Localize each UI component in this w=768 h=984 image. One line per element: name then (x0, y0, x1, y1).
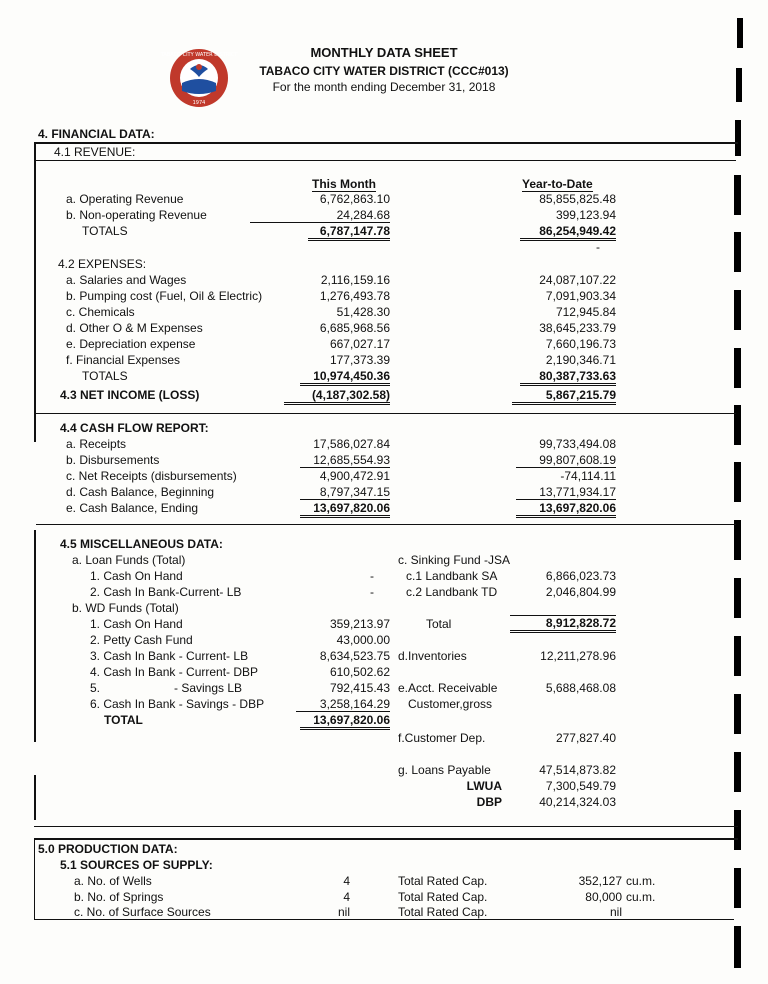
misc-value: 359,213.97 (329, 617, 390, 631)
misc-total-value: 13,697,820.06 (300, 713, 390, 730)
expense-label: b. Pumping cost (Fuel, Oil & Electric) (66, 289, 263, 303)
rated-cap-label: Total Rated Cap. (398, 890, 488, 904)
misc-value: 610,502.62 (329, 665, 390, 679)
district-name: TABACO CITY WATER DISTRICT (CCC#013) (259, 64, 509, 78)
cashflow-label: b. Disbursements (66, 453, 160, 467)
scan-mark (734, 232, 741, 272)
cashflow-heading: 4.4 CASH FLOW REPORT: (60, 421, 209, 435)
rated-cap-value: 352,127 (578, 874, 622, 888)
expense-ytd: 712,945.84 (555, 305, 616, 319)
rated-cap-unit: cu.m. (626, 890, 656, 904)
rated-cap-label: Total Rated Cap. (398, 905, 488, 919)
cashflow-label: c. Net Receipts (disbursements) (66, 469, 237, 483)
seal-text: TABACO CITY WATER DISTRICT (160, 52, 238, 58)
net-income-ytd: 5,867,215.79 (512, 388, 616, 405)
lwua-value: 7,300,549.79 (545, 779, 616, 793)
expense-label: d. Other O & M Expenses (66, 321, 203, 335)
sinking-total-value: 8,912,828.72 (510, 615, 616, 633)
source-label: b. No. of Springs (74, 890, 164, 904)
cashflow-ytd: -74,114.11 (560, 469, 616, 483)
receivable-label-sub: Customer,gross (408, 697, 493, 711)
scan-mark (734, 462, 741, 502)
expense-ytd: 7,660,196.73 (545, 337, 616, 351)
misc-label-sub: - Savings LB (174, 681, 243, 695)
reporting-period: For the month ending December 31, 2018 (272, 80, 496, 94)
sinking-total-label: Total (426, 617, 452, 631)
sinking-item-value: 2,046,804.99 (545, 585, 616, 599)
misc-label: b. WD Funds (Total) (72, 601, 179, 615)
expenses-heading: 4.2 EXPENSES: (58, 257, 147, 271)
cashflow-label: d. Cash Balance, Beginning (66, 485, 215, 499)
misc-label: 4. Cash In Bank - Current- DBP (90, 665, 259, 679)
revenue-ytd: 399,123.94 (555, 208, 616, 222)
cashflow-month: 8,797,347.15 (300, 485, 390, 500)
misc-label: 2. Cash In Bank-Current- LB (90, 585, 242, 599)
source-count: 4 (343, 874, 350, 888)
expense-month: 51,428.30 (336, 305, 390, 319)
misc-label: 1. Cash On Hand (90, 569, 183, 583)
cashflow-month: 17,586,027.84 (313, 437, 390, 451)
dbp-label: DBP (476, 795, 502, 809)
revenue-heading: 4.1 REVENUE: (54, 145, 136, 159)
expense-month: 177,373.39 (329, 353, 390, 367)
misc-label: 2. Petty Cash Fund (90, 633, 193, 647)
misc-label: a. Loan Funds (Total) (72, 553, 186, 567)
scan-mark (734, 926, 741, 968)
revenue-month: 6,762,863.10 (319, 192, 390, 206)
loans-payable-label: g. Loans Payable (398, 763, 491, 777)
cashflow-ytd: 99,807,608.19 (516, 453, 616, 468)
scan-mark (734, 636, 741, 676)
expense-total-month: 10,974,450.36 (300, 369, 390, 386)
receivable-value: 5,688,468.08 (545, 681, 616, 695)
expense-label: e. Depreciation expense (66, 337, 196, 351)
net-income-month: (4,187,302.58) (284, 388, 390, 405)
rated-cap-label: Total Rated Cap. (398, 874, 488, 888)
lwua-label: LWUA (466, 779, 502, 793)
receivable-label: e.Acct. Receivable (398, 681, 498, 695)
misc-value: 43,000.00 (336, 633, 390, 647)
scan-mark (734, 694, 741, 734)
seal-year: 1974 (192, 100, 206, 106)
misc-value: - (370, 585, 374, 599)
expense-label: c. Chemicals (66, 305, 135, 319)
source-label: c. No. of Surface Sources (74, 905, 211, 919)
misc-heading: 4.5 MISCELLANEOUS DATA: (60, 537, 223, 551)
revenue-total-month: 6,787,147.78 (308, 224, 390, 241)
scan-mark (734, 810, 741, 850)
expense-month: 1,276,493.78 (319, 289, 390, 303)
expense-ytd: 24,087,107.22 (539, 273, 616, 287)
source-label: a. No. of Wells (74, 874, 152, 888)
rated-cap-value: nil (609, 905, 622, 919)
expense-label: a. Salaries and Wages (66, 273, 187, 287)
expense-total-label: TOTALS (82, 369, 128, 383)
sinking-item-value: 6,866,023.73 (545, 569, 616, 583)
loans-payable-value: 47,514,873.82 (539, 763, 616, 777)
sinking-item-label: c.2 Landbank TD (406, 585, 498, 599)
expense-ytd: 2,190,346.71 (545, 353, 616, 367)
net-income-label: 4.3 NET INCOME (LOSS) (60, 388, 200, 402)
scan-mark (734, 175, 741, 215)
scan-mark (734, 868, 741, 908)
misc-label: 5. (90, 681, 101, 695)
expense-month: 2,116,159.16 (320, 273, 390, 287)
cashflow-ending-month: 13,697,820.06 (300, 501, 390, 518)
expense-month: 667,027.17 (329, 337, 390, 351)
misc-label: 1. Cash On Hand (90, 617, 183, 631)
cashflow-month: 12,685,554.93 (300, 453, 390, 468)
source-count: 4 (343, 890, 350, 904)
customer-dep-label: f.Customer Dep. (398, 731, 486, 745)
scan-mark (734, 520, 741, 560)
revenue-ytd: 85,855,825.48 (539, 192, 616, 206)
revenue-label: a. Operating Revenue (66, 192, 184, 206)
production-heading: 5.0 PRODUCTION DATA: (38, 842, 178, 856)
cashflow-ending-ytd: 13,697,820.06 (516, 501, 616, 518)
misc-value: 8,634,523.75 (319, 649, 390, 663)
sheet-title: MONTHLY DATA SHEET (310, 45, 458, 60)
inventories-value: 12,211,278.96 (540, 649, 616, 663)
cashflow-label: e. Cash Balance, Ending (66, 501, 199, 515)
cashflow-month: 4,900,472.91 (319, 469, 390, 483)
cashflow-ytd: 99,733,494.08 (539, 437, 616, 451)
sinking-fund-label: c. Sinking Fund -JSA (398, 553, 511, 567)
expense-label: f. Financial Expenses (66, 353, 181, 367)
scan-mark (734, 752, 741, 792)
misc-value: 792,415.43 (329, 681, 390, 695)
scan-mark (734, 290, 741, 330)
scan-mark (734, 405, 741, 445)
scan-mark (737, 18, 743, 48)
expense-ytd: 7,091,903.34 (545, 289, 616, 303)
misc-label: 6. Cash In Bank - Savings - DBP (90, 697, 265, 711)
rated-cap-unit: cu.m. (626, 874, 656, 888)
misc-label: 3. Cash In Bank - Current- LB (90, 649, 249, 663)
dash-mark: - (596, 240, 600, 254)
scan-mark (735, 120, 741, 156)
col-year-to-date: Year-to-Date (522, 177, 593, 191)
revenue-total-label: TOTALS (82, 224, 128, 238)
dbp-value: 40,214,324.03 (539, 795, 616, 809)
sinking-item-label: c.1 Landbank SA (406, 569, 498, 583)
expense-ytd: 38,645,233.79 (539, 321, 616, 335)
sources-heading: 5.1 SOURCES OF SUPPLY: (60, 858, 213, 872)
misc-total-label: TOTAL (104, 713, 143, 727)
revenue-total-ytd: 86,254,949.42 (520, 224, 616, 241)
financial-heading: 4. FINANCIAL DATA: (38, 127, 155, 141)
customer-dep-value: 277,827.40 (555, 731, 616, 745)
scan-mark (734, 348, 741, 388)
source-count: nil (337, 905, 350, 919)
misc-value: 3,258,164.29 (296, 697, 390, 712)
revenue-month: 24,284.68 (250, 208, 390, 223)
col-this-month: This Month (312, 177, 376, 191)
scan-mark (734, 578, 741, 618)
misc-value: - (370, 569, 374, 583)
expense-month: 6,685,968.56 (319, 321, 390, 335)
cashflow-ytd: 13,771,934.17 (516, 485, 616, 500)
inventories-label: d.Inventories (398, 649, 467, 663)
rated-cap-value: 80,000 (585, 890, 622, 904)
revenue-label: b. Non-operating Revenue (66, 208, 207, 222)
cashflow-label: a. Receipts (66, 437, 127, 451)
expense-total-ytd: 80,387,733.63 (520, 369, 616, 386)
